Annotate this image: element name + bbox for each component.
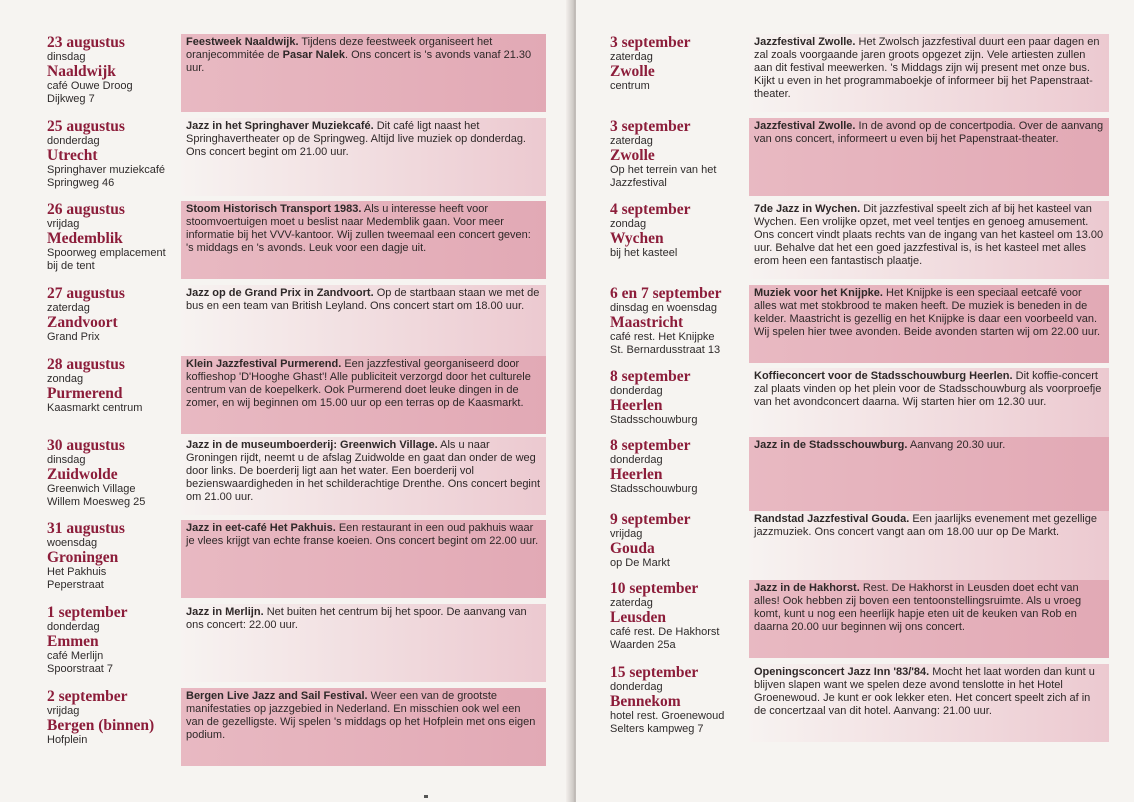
event-title: Klein Jazzfestival Purmerend.	[186, 358, 342, 370]
schedule-entry	[0, 285, 560, 365]
venue-line: bij het kasteel	[610, 247, 678, 259]
event-description	[181, 356, 546, 434]
event-weekday: vrijdag	[47, 705, 80, 717]
event-text: Aanvang 20.30 uur.	[907, 439, 1006, 451]
event-date: 28 augustus	[47, 356, 125, 373]
event-weekday: vrijdag	[47, 218, 80, 230]
event-text: Dit koffie-concert zal plaats vinden op het plein voor de Stadsschouwburg als voorproefje van het avondconcert daarna. Wij starten hier om 12.30 uur.	[754, 370, 1102, 408]
venue-line: Het Pakhuis	[47, 566, 107, 578]
event-title: Bergen Live Jazz and Sail Festival.	[186, 690, 368, 702]
venue-line: Spoorstraat 7	[47, 663, 114, 675]
event-text: Weer een van de grootste manifestaties op jazzgebied in Nederland. En misschien ook wel een van de gezelligste. Wij spelen 's middags op het Hofplein met ons eigen podium.	[186, 690, 536, 741]
event-date: 25 augustus	[47, 118, 125, 135]
event-date: 3 september	[610, 118, 691, 135]
event-venue	[47, 402, 197, 415]
event-venue	[47, 566, 197, 592]
event-venue	[47, 650, 197, 676]
venue-line: Stadsschouwburg	[610, 483, 698, 495]
event-venue	[47, 80, 197, 106]
venue-line: Willem Moesweg 25	[47, 496, 146, 508]
event-title: Jazz in de museumboerderij: Greenwich Village.	[186, 439, 438, 451]
event-weekday: zaterdag	[610, 135, 653, 147]
venue-line: op De Markt	[610, 557, 670, 569]
schedule-entry	[576, 201, 1134, 281]
event-venue	[610, 557, 760, 570]
schedule-entry	[576, 664, 1134, 744]
event-venue	[47, 734, 197, 747]
event-venue	[610, 331, 760, 357]
event-venue	[47, 164, 197, 190]
venue-line: centrum	[610, 80, 650, 92]
event-description	[181, 604, 546, 682]
event-title: Jazzfestival Zwolle.	[754, 36, 856, 48]
event-title: Jazz in eet-café Het Pakhuis.	[186, 522, 336, 534]
event-venue	[610, 626, 760, 652]
event-weekday: zaterdag	[610, 597, 653, 609]
venue-line: St. Bernardusstraat 13	[610, 344, 721, 356]
event-title: Jazz op de Grand Prix in Zandvoort.	[186, 287, 374, 299]
event-city: Zwolle	[610, 63, 655, 80]
event-title: Jazz in het Springhaver Muziekcafé.	[186, 120, 374, 132]
event-description	[749, 368, 1109, 446]
venue-line: Dijkweg 7	[47, 93, 95, 105]
venue-line: Jazzfestival	[610, 177, 667, 189]
event-city: Zandvoort	[47, 314, 118, 331]
event-description	[749, 285, 1109, 363]
venue-line: café rest. De Hakhorst	[610, 626, 720, 638]
event-title: Openingsconcert Jazz Inn '83/'84.	[754, 666, 930, 678]
right-page	[576, 0, 1134, 802]
schedule-entry	[0, 688, 560, 768]
event-title: Muziek voor het Knijpke.	[754, 287, 883, 299]
schedule-entry	[576, 511, 1134, 591]
event-text: Dit jazzfestival speelt zich af bij het kasteel van Wychen. Een vrolijke opzet, met veel tentjes en genoeg amusement. Ons concert vindt plaats rechts van de ingang van het kasteel om 13.00 uur. Behalve dat het een goed jazzfestival is, is het kasteel met alles erom heen een fantastisch plaatje.	[754, 203, 1104, 267]
event-description	[181, 285, 546, 363]
event-text: In de avond op de concertpodia. Over de aanvang van ons concert, informeert u even bij het Papenstraat-theater.	[754, 120, 1104, 145]
event-title: Jazzfestival Zwolle.	[754, 120, 856, 132]
event-weekday: dinsdag en woensdag	[610, 302, 718, 314]
schedule-entry	[0, 356, 560, 436]
event-city: Bergen (binnen)	[47, 717, 155, 734]
event-weekday: woensdag	[47, 537, 98, 549]
event-description	[181, 201, 546, 279]
event-title: Randstad Jazzfestival Gouda.	[754, 513, 910, 525]
schedule-entry	[576, 368, 1134, 448]
event-city: Utrecht	[47, 147, 98, 164]
event-description	[181, 118, 546, 196]
venue-line: Hofplein	[47, 734, 88, 746]
event-date: 8 september	[610, 368, 691, 385]
event-title: Jazz in Merlijn.	[186, 606, 264, 618]
venue-line: hotel rest. Groenewoud	[610, 710, 725, 722]
event-weekday: donderdag	[610, 454, 663, 466]
event-city: Wychen	[610, 230, 664, 247]
venue-line: Greenwich Village	[47, 483, 136, 495]
event-city: Naaldwijk	[47, 63, 116, 80]
event-date: 1 september	[47, 604, 128, 621]
event-city: Zwolle	[610, 147, 655, 164]
event-description	[749, 511, 1109, 589]
schedule-entry	[0, 34, 560, 114]
event-weekday: donderdag	[47, 621, 100, 633]
event-date: 6 en 7 september	[610, 285, 722, 302]
event-text: Als u naar Groningen rijdt, neemt u de afslag Zuidwolde en gaat dan onder de weg door links. De boerderij ligt aan het water. Een boerderij vol bezienswaardigheden in het schilderachtige Drenthe. Ons concert begint om 21.00 uur.	[186, 439, 541, 503]
schedule-entry	[0, 118, 560, 198]
event-venue	[47, 331, 197, 344]
event-title: Stoom Historisch Transport 1983.	[186, 203, 362, 215]
event-venue	[610, 483, 760, 496]
event-title: Jazz in de Stadsschouwburg.	[754, 439, 908, 451]
event-weekday: zondag	[47, 373, 84, 385]
event-city: Heerlen	[610, 466, 663, 483]
event-venue	[47, 247, 197, 273]
venue-line: Selters kampweg 7	[610, 723, 704, 735]
schedule-entry	[576, 34, 1134, 114]
schedule-entry	[0, 437, 560, 517]
event-date: 31 augustus	[47, 520, 125, 537]
event-city: Gouda	[610, 540, 655, 557]
event-date: 30 augustus	[47, 437, 125, 454]
event-date: 9 september	[610, 511, 691, 528]
schedule-entry	[0, 201, 560, 281]
event-date: 3 september	[610, 34, 691, 51]
venue-line: Stadsschouwburg	[610, 414, 698, 426]
event-text: Een jaarlijks evenement met gezellige jazzmuziek. Ons concert vangt aan om 18.00 uur op De Markt.	[754, 513, 1097, 538]
event-text: Tijdens deze feestweek organiseert het oranjecommitée de	[186, 36, 493, 61]
event-venue	[610, 414, 760, 427]
event-date: 4 september	[610, 201, 691, 218]
event-description	[181, 437, 546, 515]
event-text: Net buiten het centrum bij het spoor. De aanvang van ons concert: 22.00 uur.	[186, 606, 527, 631]
event-title: Pasar Nalek	[282, 49, 345, 61]
event-weekday: zondag	[610, 218, 647, 230]
venue-line: Op het terrein van het	[610, 164, 717, 176]
event-venue	[610, 247, 760, 260]
schedule-entry	[0, 520, 560, 600]
event-text: Een jazzfestival georganiseerd door koffieshop 'D'Hooghe Ghast'! Alle publiciteit verzorgd door het culturele centrum van de koepelkerk. Ook Purmerend doet leuke dingen in de zomer, en wij beginnen om 15.00 uur op een terras op de Kaasmarkt.	[186, 358, 531, 409]
event-description	[181, 688, 546, 766]
venue-line: café Merlijn	[47, 650, 104, 662]
event-city: Groningen	[47, 549, 119, 566]
event-weekday: dinsdag	[47, 51, 86, 63]
event-text: Als u interesse heeft voor stoomvoertuigen moet u beslist naar Medemblik gaan. Voor meer informatie bij het VVV-kantoor. Wij zullen tweemaal een concert geven: 's middags en 's avonds. Leuk voor een dagje uit.	[186, 203, 531, 254]
event-weekday: donderdag	[610, 385, 663, 397]
schedule-entry	[576, 580, 1134, 660]
event-city: Maastricht	[610, 314, 684, 331]
event-description	[749, 580, 1109, 658]
venue-line: bij de tent	[47, 260, 95, 272]
event-date: 27 augustus	[47, 285, 125, 302]
event-city: Zuidwolde	[47, 466, 118, 483]
event-text: Mocht het laat worden dan kunt u blijven slapen want we spelen deze avond tenslotte in het Hotel Groenewoud. Je kunt er ook lekker eten. Het concert speelt zich af in de concertzaal van dit hotel. Aanvang: 21.00 uur.	[754, 666, 1095, 717]
event-weekday: donderdag	[47, 135, 100, 147]
event-city: Bennekom	[610, 693, 681, 710]
venue-line: Kaasmarkt centrum	[47, 402, 143, 414]
event-city: Leusden	[610, 609, 666, 626]
event-venue	[610, 164, 760, 190]
event-text: Het Knijpke is een speciaal eetcafé voor alles wat met stokbrood te maken heeft. De muziek is beneden in de kelder. Maastricht is gezellig en het Knijpke is daar een voorbeeld van. Wij spelen hier twee avonden. Beide avonden starten wij om 22.00 uur.	[754, 287, 1101, 338]
event-text: Een restaurant in een oud pakhuis waar je vlees krijgt van echte franse koeien. Ons concert begint om 22.00 uur.	[186, 522, 539, 547]
venue-line: café Ouwe Droog	[47, 80, 133, 92]
venue-line: Springweg 46	[47, 177, 115, 189]
event-date: 10 september	[610, 580, 699, 597]
event-description	[749, 118, 1109, 196]
event-venue	[610, 80, 760, 93]
event-title: Feestweek Naaldwijk.	[186, 36, 299, 48]
event-weekday: zaterdag	[47, 302, 90, 314]
event-description	[749, 201, 1109, 279]
schedule-entry	[576, 437, 1134, 517]
venue-line: Spoorweg emplacement	[47, 247, 166, 259]
event-text: Dit café ligt naast het Springhavertheater op de Springweg. Altijd live muziek op donderdag. Ons concert begint om 21.00 uur.	[186, 120, 526, 158]
event-text: . Ons concert is 's avonds vanaf 21.30 uur.	[186, 49, 532, 74]
event-date: 23 augustus	[47, 34, 125, 51]
event-date: 26 augustus	[47, 201, 125, 218]
event-city: Purmerend	[47, 385, 123, 402]
event-description	[181, 34, 546, 112]
page-mark	[424, 795, 428, 798]
event-date: 8 september	[610, 437, 691, 454]
event-date: 2 september	[47, 688, 128, 705]
event-title: Jazz in de Hakhorst.	[754, 582, 860, 594]
venue-line: Grand Prix	[47, 331, 100, 343]
venue-line: Peperstraat	[47, 579, 104, 591]
event-date: 15 september	[610, 664, 699, 681]
event-text: Op de startbaan staan we met de bus en een team van British Leyland. Ons concert start om 18.00 uur.	[186, 287, 540, 312]
venue-line: Springhaver muziekcafé	[47, 164, 166, 176]
event-description	[181, 520, 546, 598]
schedule-entry	[576, 118, 1134, 198]
event-weekday: vrijdag	[610, 528, 643, 540]
event-text: Het Zwolsch jazzfestival duurt een paar dagen en zal zoals voorgaande jaren groots opgezet zijn. Vele artiesten zullen aan dit festival meewerken. 's Middags zijn wij present met onze bus. Kijkt u even in het programmaboekje of informeer bij het Papenstraat-theater.	[754, 36, 1100, 100]
venue-line: café rest. Het Knijpke	[610, 331, 715, 343]
event-city: Medemblik	[47, 230, 123, 247]
event-title: Koffieconcert voor de Stadsschouwburg Heerlen.	[754, 370, 1013, 382]
schedule-entry	[576, 285, 1134, 365]
schedule-entry	[0, 604, 560, 684]
event-venue	[47, 483, 197, 509]
venue-line: Waarden 25a	[610, 639, 676, 651]
event-description	[749, 34, 1109, 112]
event-title: 7de Jazz in Wychen.	[754, 203, 861, 215]
event-venue	[610, 710, 760, 736]
event-weekday: dinsdag	[47, 454, 86, 466]
event-description	[749, 664, 1109, 742]
event-city: Heerlen	[610, 397, 663, 414]
event-city: Emmen	[47, 633, 99, 650]
event-weekday: zaterdag	[610, 51, 653, 63]
event-text: Rest. De Hakhorst in Leusden doet echt van alles! Ook hebben zij boven een tentoonstellingsruimte. Als u vroeg komt, kunt u nog een heerlijk hapje eten uit de keuken van Rob en daarna 20.00 uur beginnen wij ons concert.	[754, 582, 1082, 633]
event-description	[749, 437, 1109, 515]
event-weekday: donderdag	[610, 681, 663, 693]
